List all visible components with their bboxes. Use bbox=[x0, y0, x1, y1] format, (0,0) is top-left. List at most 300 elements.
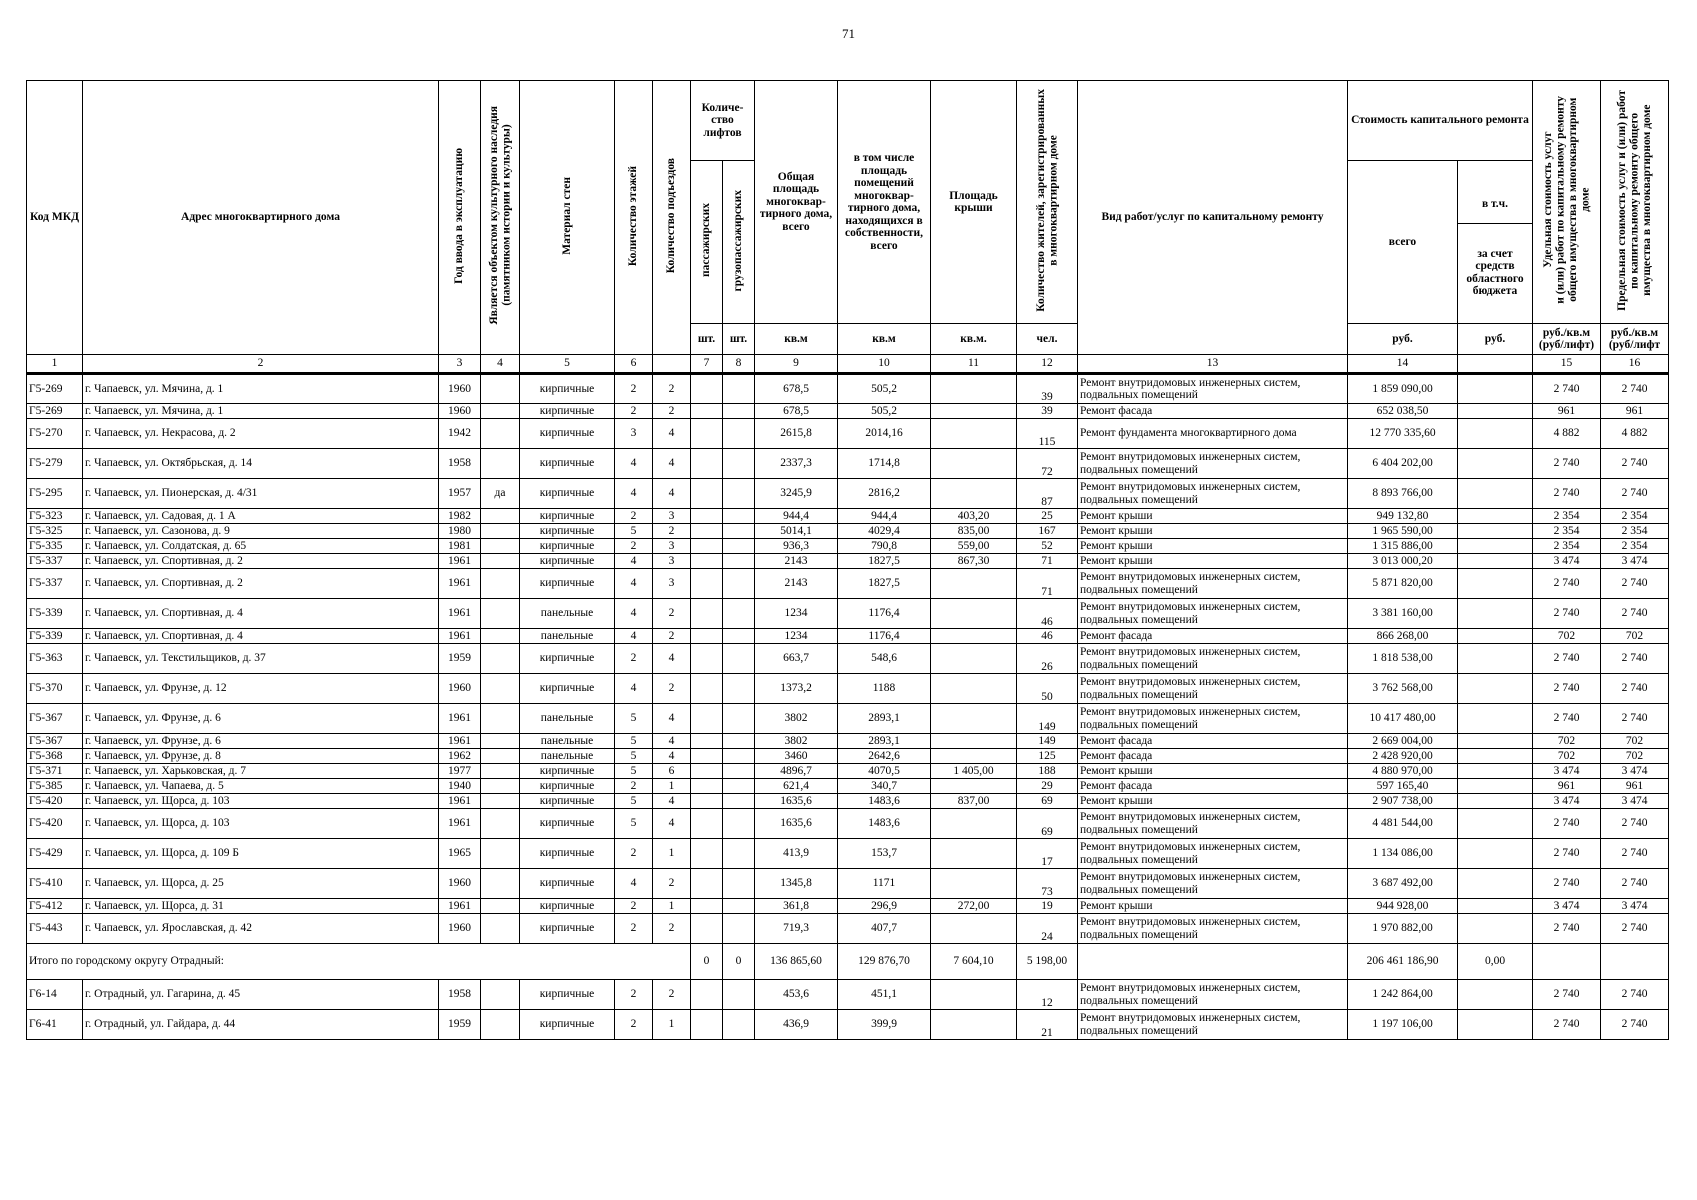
cell-area-total: 1234 bbox=[755, 629, 838, 644]
cell-residents: 25 bbox=[1017, 509, 1078, 524]
cell-lifts-passenger bbox=[691, 1010, 723, 1040]
cell-year: 1961 bbox=[439, 599, 481, 629]
unit-unit-cost: руб./кв.м (руб/лифт) bbox=[1533, 324, 1601, 355]
cell-residents: 188 bbox=[1017, 764, 1078, 779]
cell-floors: 4 bbox=[615, 869, 653, 899]
cell-cost-regional bbox=[1458, 779, 1533, 794]
cell-max-cost: 3 474 bbox=[1601, 554, 1669, 569]
cell-residents: 167 bbox=[1017, 524, 1078, 539]
table-row bbox=[27, 524, 1669, 539]
cell-address: г. Чапаевск, ул. Спортивная, д. 4 bbox=[83, 629, 439, 644]
total-max-empty bbox=[1601, 944, 1669, 980]
cell-max-cost: 4 882 bbox=[1601, 419, 1669, 449]
cell-area-total: 4896,7 bbox=[755, 764, 838, 779]
cell-entrances: 2 bbox=[653, 599, 691, 629]
header-address: Адрес многоквартирного дома bbox=[83, 81, 439, 355]
table-row bbox=[27, 764, 1669, 779]
cell-unit-cost: 2 740 bbox=[1533, 674, 1601, 704]
cell-area-owned: 2893,1 bbox=[838, 704, 931, 734]
cell-wall-material: панельные bbox=[520, 599, 615, 629]
cell-year: 1942 bbox=[439, 419, 481, 449]
cell-code: Г5-420 bbox=[27, 809, 83, 839]
capital-repair-table bbox=[26, 80, 1669, 1040]
table-row bbox=[27, 1010, 1669, 1040]
cell-wall-material: кирпичные bbox=[520, 674, 615, 704]
cell-unit-cost: 2 354 bbox=[1533, 509, 1601, 524]
cell-code: Г5-295 bbox=[27, 479, 83, 509]
cell-lifts-passenger bbox=[691, 644, 723, 674]
cell-cost-regional bbox=[1458, 794, 1533, 809]
cell-area-total: 413,9 bbox=[755, 839, 838, 869]
cell-area-owned: 1827,5 bbox=[838, 569, 931, 599]
cell-residents: 24 bbox=[1017, 914, 1078, 944]
cell-work-type: Ремонт внутридомовых инженерных систем, подвальных помещений bbox=[1078, 374, 1348, 404]
cell-area-total: 5014,1 bbox=[755, 524, 838, 539]
cell-lifts-passenger bbox=[691, 869, 723, 899]
cell-area-total: 3802 bbox=[755, 704, 838, 734]
cell-cost-regional bbox=[1458, 674, 1533, 704]
cell-wall-material: панельные bbox=[520, 629, 615, 644]
cell-roof-area bbox=[931, 779, 1017, 794]
cell-area-total: 2615,8 bbox=[755, 419, 838, 449]
cell-cost-total: 1 315 886,00 bbox=[1348, 539, 1458, 554]
cell-floors: 5 bbox=[615, 704, 653, 734]
table-row bbox=[27, 509, 1669, 524]
column-number: 10 bbox=[838, 355, 931, 374]
cell-area-total: 436,9 bbox=[755, 1010, 838, 1040]
cell-code: Г5-412 bbox=[27, 899, 83, 914]
column-number: 5 bbox=[520, 355, 615, 374]
cell-unit-cost: 2 740 bbox=[1533, 980, 1601, 1010]
unit-area-total: кв.м bbox=[755, 324, 838, 355]
cell-heritage bbox=[481, 554, 520, 569]
cell-work-type: Ремонт внутридомовых инженерных систем, подвальных помещений bbox=[1078, 599, 1348, 629]
cell-residents: 12 bbox=[1017, 980, 1078, 1010]
cell-heritage bbox=[481, 524, 520, 539]
cell-area-owned: 2816,2 bbox=[838, 479, 931, 509]
cell-address: г. Чапаевск, ул. Спортивная, д. 2 bbox=[83, 569, 439, 599]
cell-wall-material: кирпичные bbox=[520, 569, 615, 599]
total-cost-regional: 0,00 bbox=[1458, 944, 1533, 980]
cell-entrances: 6 bbox=[653, 764, 691, 779]
cell-area-total: 2143 bbox=[755, 554, 838, 569]
cell-cost-regional bbox=[1458, 839, 1533, 869]
cell-lifts-cargo bbox=[723, 599, 755, 629]
cell-area-owned: 1483,6 bbox=[838, 794, 931, 809]
cell-entrances: 2 bbox=[653, 629, 691, 644]
cell-heritage bbox=[481, 980, 520, 1010]
cell-lifts-passenger bbox=[691, 599, 723, 629]
cell-work-type: Ремонт внутридомовых инженерных систем, подвальных помещений bbox=[1078, 479, 1348, 509]
cell-code: Г5-337 bbox=[27, 569, 83, 599]
cell-cost-regional bbox=[1458, 899, 1533, 914]
cell-floors: 2 bbox=[615, 374, 653, 404]
cell-floors: 4 bbox=[615, 674, 653, 704]
cell-lifts-cargo bbox=[723, 980, 755, 1010]
cell-year: 1959 bbox=[439, 1010, 481, 1040]
cell-unit-cost: 3 474 bbox=[1533, 794, 1601, 809]
cell-residents: 71 bbox=[1017, 554, 1078, 569]
cell-area-owned: 2642,6 bbox=[838, 749, 931, 764]
cell-area-owned: 1188 bbox=[838, 674, 931, 704]
cell-address: г. Чапаевск, ул. Мячина, д. 1 bbox=[83, 404, 439, 419]
cell-residents: 19 bbox=[1017, 899, 1078, 914]
cell-area-owned: 505,2 bbox=[838, 374, 931, 404]
cell-entrances: 2 bbox=[653, 524, 691, 539]
cell-unit-cost: 961 bbox=[1533, 779, 1601, 794]
cell-heritage bbox=[481, 794, 520, 809]
cell-entrances: 2 bbox=[653, 674, 691, 704]
cell-floors: 2 bbox=[615, 779, 653, 794]
cell-unit-cost: 2 740 bbox=[1533, 1010, 1601, 1040]
cell-address: г. Отрадный, ул. Гагарина, д. 45 bbox=[83, 980, 439, 1010]
cell-floors: 2 bbox=[615, 539, 653, 554]
total-area-total: 136 865,60 bbox=[755, 944, 838, 980]
cell-cost-regional bbox=[1458, 554, 1533, 569]
cell-unit-cost: 4 882 bbox=[1533, 419, 1601, 449]
cell-cost-regional bbox=[1458, 479, 1533, 509]
cell-max-cost: 2 740 bbox=[1601, 449, 1669, 479]
cell-area-total: 453,6 bbox=[755, 980, 838, 1010]
header-residents: Количество жителей, зарегистрированных в многоквартирном доме bbox=[1017, 81, 1078, 324]
cell-work-type: Ремонт внутридомовых инженерных систем, подвальных помещений bbox=[1078, 839, 1348, 869]
cell-roof-area: 272,00 bbox=[931, 899, 1017, 914]
cell-area-total: 1234 bbox=[755, 599, 838, 629]
cell-max-cost: 2 354 bbox=[1601, 524, 1669, 539]
cell-area-total: 719,3 bbox=[755, 914, 838, 944]
cell-cost-total: 8 893 766,00 bbox=[1348, 479, 1458, 509]
cell-unit-cost: 2 354 bbox=[1533, 524, 1601, 539]
cell-entrances: 1 bbox=[653, 899, 691, 914]
cell-lifts-passenger bbox=[691, 509, 723, 524]
table-row bbox=[27, 869, 1669, 899]
cell-year: 1981 bbox=[439, 539, 481, 554]
cell-max-cost: 702 bbox=[1601, 629, 1669, 644]
cell-lifts-cargo bbox=[723, 749, 755, 764]
cell-code: Г5-339 bbox=[27, 629, 83, 644]
cell-cost-regional bbox=[1458, 629, 1533, 644]
cell-lifts-cargo bbox=[723, 569, 755, 599]
cell-area-total: 678,5 bbox=[755, 374, 838, 404]
cell-unit-cost: 2 740 bbox=[1533, 809, 1601, 839]
cell-unit-cost: 3 474 bbox=[1533, 554, 1601, 569]
cell-residents: 29 bbox=[1017, 779, 1078, 794]
cell-work-type: Ремонт внутридомовых инженерных систем, подвальных помещений bbox=[1078, 569, 1348, 599]
column-number-row bbox=[27, 355, 1669, 374]
cell-max-cost: 961 bbox=[1601, 779, 1669, 794]
cell-wall-material: кирпичные bbox=[520, 509, 615, 524]
cell-residents: 46 bbox=[1017, 599, 1078, 629]
cell-cost-total: 1 970 882,00 bbox=[1348, 914, 1458, 944]
column-number: 6 bbox=[615, 355, 653, 374]
cell-code: Г5-270 bbox=[27, 419, 83, 449]
cell-code: Г5-325 bbox=[27, 524, 83, 539]
cell-work-type: Ремонт крыши bbox=[1078, 539, 1348, 554]
cell-area-total: 1635,6 bbox=[755, 794, 838, 809]
cell-residents: 149 bbox=[1017, 734, 1078, 749]
cell-work-type: Ремонт внутридомовых инженерных систем, подвальных помещений bbox=[1078, 914, 1348, 944]
header-floors: Количество этажей bbox=[615, 81, 653, 355]
cell-lifts-passenger bbox=[691, 764, 723, 779]
cell-work-type: Ремонт крыши bbox=[1078, 899, 1348, 914]
header-area-total: Общая площадь многоквар-тирного дома, всего bbox=[755, 81, 838, 324]
cell-area-owned: 1483,6 bbox=[838, 809, 931, 839]
cell-floors: 2 bbox=[615, 404, 653, 419]
cell-lifts-cargo bbox=[723, 794, 755, 809]
cell-cost-total: 1 818 538,00 bbox=[1348, 644, 1458, 674]
cell-heritage bbox=[481, 404, 520, 419]
total-lifts-passenger: 0 bbox=[691, 944, 723, 980]
cell-residents: 73 bbox=[1017, 869, 1078, 899]
cell-roof-area bbox=[931, 644, 1017, 674]
cell-area-owned: 790,8 bbox=[838, 539, 931, 554]
cell-address: г. Чапаевск, ул. Октябрьская, д. 14 bbox=[83, 449, 439, 479]
cell-work-type: Ремонт крыши bbox=[1078, 764, 1348, 779]
cell-wall-material: кирпичные bbox=[520, 554, 615, 569]
cell-cost-regional bbox=[1458, 764, 1533, 779]
cell-area-total: 3460 bbox=[755, 749, 838, 764]
unit-cost-total: руб. bbox=[1348, 324, 1458, 355]
cell-residents: 115 bbox=[1017, 419, 1078, 449]
column-number: 16 bbox=[1601, 355, 1669, 374]
cell-address: г. Чапаевск, ул. Спортивная, д. 2 bbox=[83, 554, 439, 569]
cell-code: Г5-367 bbox=[27, 704, 83, 734]
cell-lifts-passenger bbox=[691, 809, 723, 839]
cell-lifts-cargo bbox=[723, 419, 755, 449]
cell-lifts-passenger bbox=[691, 479, 723, 509]
cell-address: г. Чапаевск, ул. Некрасова, д. 2 bbox=[83, 419, 439, 449]
cell-cost-regional bbox=[1458, 914, 1533, 944]
cell-wall-material: кирпичные bbox=[520, 764, 615, 779]
cell-area-owned: 153,7 bbox=[838, 839, 931, 869]
cell-wall-material: кирпичные bbox=[520, 374, 615, 404]
cell-heritage bbox=[481, 449, 520, 479]
header-year: Год ввода в эксплуатацию bbox=[439, 81, 481, 355]
cell-year: 1958 bbox=[439, 980, 481, 1010]
total-roof-area: 7 604,10 bbox=[931, 944, 1017, 980]
cell-heritage bbox=[481, 749, 520, 764]
cell-lifts-passenger bbox=[691, 449, 723, 479]
cell-wall-material: кирпичные bbox=[520, 524, 615, 539]
table-row bbox=[27, 539, 1669, 554]
cell-year: 1961 bbox=[439, 899, 481, 914]
cell-address: г. Чапаевск, ул. Щорса, д. 31 bbox=[83, 899, 439, 914]
cell-max-cost: 2 740 bbox=[1601, 704, 1669, 734]
table-row bbox=[27, 839, 1669, 869]
cell-lifts-cargo bbox=[723, 644, 755, 674]
header-lifts-cargo: грузопассажирских bbox=[723, 161, 755, 324]
table-row bbox=[27, 554, 1669, 569]
cell-lifts-cargo bbox=[723, 449, 755, 479]
cell-address: г. Чапаевск, ул. Ярославская, д. 42 bbox=[83, 914, 439, 944]
cell-residents: 39 bbox=[1017, 404, 1078, 419]
cell-area-owned: 2014,16 bbox=[838, 419, 931, 449]
cell-residents: 50 bbox=[1017, 674, 1078, 704]
cell-area-total: 944,4 bbox=[755, 509, 838, 524]
cell-area-total: 3245,9 bbox=[755, 479, 838, 509]
total-cost-total: 206 461 186,90 bbox=[1348, 944, 1458, 980]
cell-max-cost: 2 740 bbox=[1601, 1010, 1669, 1040]
cell-unit-cost: 2 740 bbox=[1533, 449, 1601, 479]
cell-heritage bbox=[481, 704, 520, 734]
cell-code: Г5-339 bbox=[27, 599, 83, 629]
cell-entrances: 3 bbox=[653, 569, 691, 599]
total-lifts-cargo: 0 bbox=[723, 944, 755, 980]
cell-year: 1959 bbox=[439, 644, 481, 674]
cell-cost-total: 1 965 590,00 bbox=[1348, 524, 1458, 539]
cell-cost-total: 6 404 202,00 bbox=[1348, 449, 1458, 479]
cell-unit-cost: 2 740 bbox=[1533, 644, 1601, 674]
cell-area-total: 361,8 bbox=[755, 899, 838, 914]
cell-roof-area bbox=[931, 1010, 1017, 1040]
cell-work-type: Ремонт внутридомовых инженерных систем, подвальных помещений bbox=[1078, 674, 1348, 704]
cell-cost-total: 12 770 335,60 bbox=[1348, 419, 1458, 449]
cell-address: г. Чапаевск, ул. Чапаева, д. 5 bbox=[83, 779, 439, 794]
cell-lifts-cargo bbox=[723, 674, 755, 704]
cell-heritage: да bbox=[481, 479, 520, 509]
cell-cost-total: 1 859 090,00 bbox=[1348, 374, 1458, 404]
cell-lifts-cargo bbox=[723, 404, 755, 419]
cell-work-type: Ремонт фасада bbox=[1078, 404, 1348, 419]
unit-lifts-passenger: шт. bbox=[691, 324, 723, 355]
cell-lifts-passenger bbox=[691, 914, 723, 944]
cell-year: 1961 bbox=[439, 629, 481, 644]
cell-area-owned: 944,4 bbox=[838, 509, 931, 524]
cell-lifts-passenger bbox=[691, 569, 723, 599]
table-row bbox=[27, 779, 1669, 794]
cell-work-type: Ремонт внутридомовых инженерных систем, подвальных помещений bbox=[1078, 704, 1348, 734]
total-area-owned: 129 876,70 bbox=[838, 944, 931, 980]
cell-unit-cost: 2 354 bbox=[1533, 539, 1601, 554]
cell-unit-cost: 702 bbox=[1533, 734, 1601, 749]
cell-year: 1961 bbox=[439, 794, 481, 809]
cell-heritage bbox=[481, 809, 520, 839]
total-label: Итого по городскому округу Отрадный: bbox=[27, 944, 691, 980]
cell-year: 1965 bbox=[439, 839, 481, 869]
cell-roof-area bbox=[931, 629, 1017, 644]
cell-residents: 52 bbox=[1017, 539, 1078, 554]
cell-roof-area: 835,00 bbox=[931, 524, 1017, 539]
cell-year: 1960 bbox=[439, 674, 481, 704]
cell-address: г. Отрадный, ул. Гайдара, д. 44 bbox=[83, 1010, 439, 1040]
cell-year: 1960 bbox=[439, 374, 481, 404]
cell-code: Г5-385 bbox=[27, 779, 83, 794]
cell-roof-area: 403,20 bbox=[931, 509, 1017, 524]
cell-code: Г6-41 bbox=[27, 1010, 83, 1040]
cell-unit-cost: 3 474 bbox=[1533, 899, 1601, 914]
cell-entrances: 3 bbox=[653, 509, 691, 524]
cell-unit-cost: 702 bbox=[1533, 749, 1601, 764]
header-area-owned: в том числе площадь помещений многоквар-тирного дома, находящихся в собственности, всего bbox=[838, 81, 931, 324]
cell-max-cost: 2 740 bbox=[1601, 869, 1669, 899]
cell-area-owned: 2893,1 bbox=[838, 734, 931, 749]
cell-wall-material: кирпичные bbox=[520, 419, 615, 449]
cell-address: г. Чапаевск, ул. Щорса, д. 103 bbox=[83, 794, 439, 809]
cell-cost-regional bbox=[1458, 704, 1533, 734]
cell-address: г. Чапаевск, ул. Мячина, д. 1 bbox=[83, 374, 439, 404]
cell-lifts-cargo bbox=[723, 479, 755, 509]
cell-cost-regional bbox=[1458, 524, 1533, 539]
cell-heritage bbox=[481, 629, 520, 644]
cell-address: г. Чапаевск, ул. Текстильщиков, д. 37 bbox=[83, 644, 439, 674]
cell-roof-area bbox=[931, 419, 1017, 449]
cell-area-owned: 1176,4 bbox=[838, 599, 931, 629]
cell-residents: 87 bbox=[1017, 479, 1078, 509]
cell-heritage bbox=[481, 419, 520, 449]
table-row bbox=[27, 419, 1669, 449]
cell-address: г. Чапаевск, ул. Щорса, д. 109 Б bbox=[83, 839, 439, 869]
cell-year: 1940 bbox=[439, 779, 481, 794]
cell-lifts-passenger bbox=[691, 419, 723, 449]
cell-max-cost: 3 474 bbox=[1601, 794, 1669, 809]
cell-max-cost: 961 bbox=[1601, 404, 1669, 419]
cell-residents: 72 bbox=[1017, 449, 1078, 479]
unit-residents: чел. bbox=[1017, 324, 1078, 355]
cell-code: Г5-279 bbox=[27, 449, 83, 479]
cell-roof-area bbox=[931, 404, 1017, 419]
cell-cost-regional bbox=[1458, 404, 1533, 419]
cell-lifts-cargo bbox=[723, 554, 755, 569]
cell-entrances: 3 bbox=[653, 554, 691, 569]
cell-roof-area bbox=[931, 449, 1017, 479]
cell-heritage bbox=[481, 764, 520, 779]
table-row bbox=[27, 569, 1669, 599]
cell-area-total: 1345,8 bbox=[755, 869, 838, 899]
cell-floors: 4 bbox=[615, 554, 653, 569]
cell-wall-material: кирпичные bbox=[520, 839, 615, 869]
cell-floors: 2 bbox=[615, 644, 653, 674]
cell-work-type: Ремонт фасада bbox=[1078, 779, 1348, 794]
cell-max-cost: 2 740 bbox=[1601, 980, 1669, 1010]
column-number: 15 bbox=[1533, 355, 1601, 374]
cell-wall-material: кирпичные bbox=[520, 404, 615, 419]
cell-year: 1961 bbox=[439, 809, 481, 839]
cell-max-cost: 2 740 bbox=[1601, 374, 1669, 404]
cell-unit-cost: 2 740 bbox=[1533, 569, 1601, 599]
cell-floors: 4 bbox=[615, 479, 653, 509]
column-number: 9 bbox=[755, 355, 838, 374]
cell-heritage bbox=[481, 734, 520, 749]
cell-roof-area bbox=[931, 749, 1017, 764]
cell-lifts-passenger bbox=[691, 524, 723, 539]
cell-heritage bbox=[481, 644, 520, 674]
cell-area-total: 2337,3 bbox=[755, 449, 838, 479]
cell-work-type: Ремонт фасада bbox=[1078, 629, 1348, 644]
column-number bbox=[653, 355, 691, 374]
cell-cost-regional bbox=[1458, 1010, 1533, 1040]
table-row bbox=[27, 644, 1669, 674]
cell-area-owned: 4029,4 bbox=[838, 524, 931, 539]
cell-area-owned: 1171 bbox=[838, 869, 931, 899]
cell-year: 1961 bbox=[439, 704, 481, 734]
cell-cost-total: 2 907 738,00 bbox=[1348, 794, 1458, 809]
cell-area-total: 678,5 bbox=[755, 404, 838, 419]
cell-max-cost: 2 740 bbox=[1601, 599, 1669, 629]
cell-address: г. Чапаевск, ул. Фрунзе, д. 6 bbox=[83, 704, 439, 734]
cell-max-cost: 2 740 bbox=[1601, 569, 1669, 599]
cell-heritage bbox=[481, 869, 520, 899]
cell-lifts-cargo bbox=[723, 539, 755, 554]
unit-area-owned: кв.м bbox=[838, 324, 931, 355]
table-row bbox=[27, 809, 1669, 839]
cell-floors: 2 bbox=[615, 914, 653, 944]
cell-code: Г5-370 bbox=[27, 674, 83, 704]
cell-lifts-cargo bbox=[723, 734, 755, 749]
column-number: 14 bbox=[1348, 355, 1458, 374]
cell-work-type: Ремонт крыши bbox=[1078, 794, 1348, 809]
cell-wall-material: панельные bbox=[520, 704, 615, 734]
table-row bbox=[27, 704, 1669, 734]
